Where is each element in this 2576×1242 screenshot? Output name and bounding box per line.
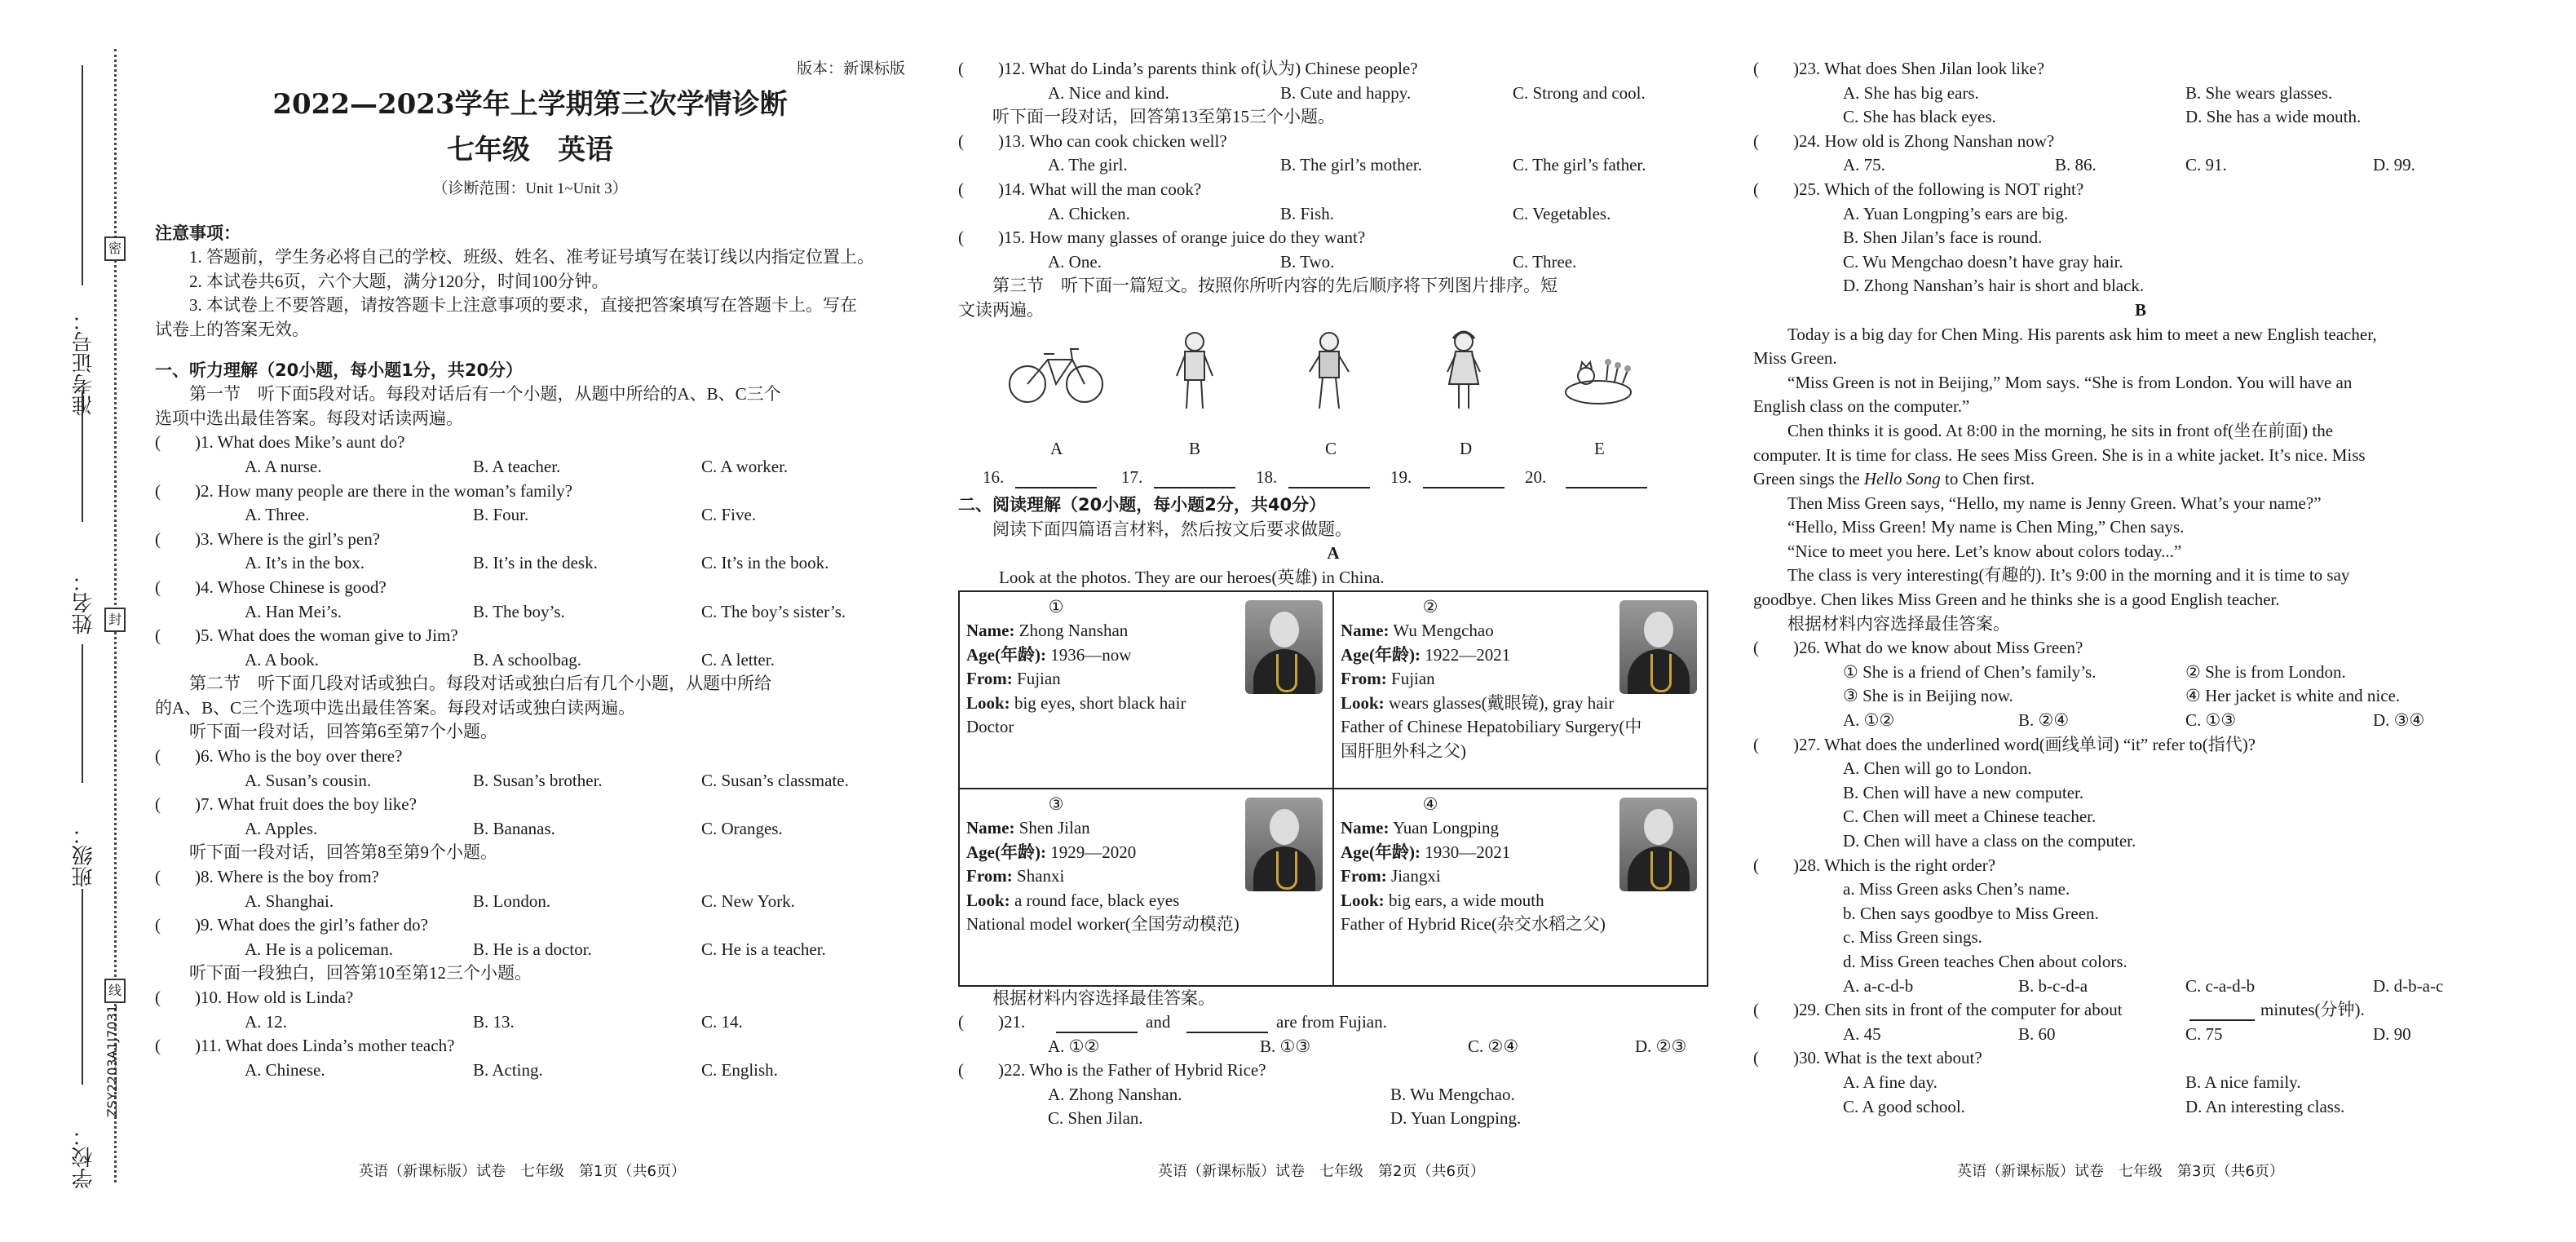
boy-picture [1146,327,1244,417]
question-stem: ( )28. Which is the right order? [1753,855,1996,875]
question [1753,130,2528,154]
option-b[interactable]: B. b-c-d-a [2018,975,2088,996]
question [958,130,1708,154]
passage-intro: Look at the photos. They are our heroes(英雄) in China. [999,567,1385,587]
option-b[interactable]: B. Cute and happy. [1280,82,1412,103]
exam-title: 2022—2023学年上学期第三次学情诊断 [272,87,788,121]
question [958,1059,1708,1083]
option-b[interactable]: B. The boy’s. [473,601,565,621]
question-stem: ( )8. Where is the boy from? [155,867,379,887]
binding-margin [0,0,139,1242]
question-options [155,1059,905,1083]
hero-number: ② [1422,596,1438,617]
picture-label: A [1050,438,1063,458]
option-a[interactable]: A. a-c-d-b [1843,975,1914,996]
question-stem-mid: and [1146,1012,1171,1032]
question [155,793,905,817]
heroes-table [958,590,1708,987]
option-a[interactable]: A. The girl. [1048,155,1128,175]
class-field[interactable] [82,889,83,1085]
question-stem: ( )10. How old is Linda? [155,988,354,1007]
seal-mark: 密 [104,236,126,261]
hero-look: wears glasses(戴眼镜), gray hair [1388,692,1615,713]
question-stem: ( )6. Who is the boy over there? [155,746,403,767]
notice-item: 2. 本试卷共6页，六个大题，满分120分，时间100分钟。 [189,271,609,291]
question-options [958,1083,1708,1107]
question [155,745,905,769]
option-a[interactable]: A. He is a policeman. [245,939,393,959]
passage-line: “Nice to meet you here. Let’s know about colors today...” [1787,541,2182,561]
option-c[interactable]: C. c-a-d-b [2185,975,2256,996]
question-stem-end: minutes(分钟). [2260,1000,2365,1020]
exam-subtitle: 七年级 英语 [447,133,613,166]
question-stem: ( )27. What does the underlined word(画线单词) “it” refer to(指代)? [1753,734,2256,754]
page-1 [155,57,905,1082]
instruction: 根据材料内容选择最佳答案。 [1787,613,2010,634]
question-options [155,890,905,914]
hero-photo [1619,798,1697,891]
hero-title: Father of Chinese Hepatobiliary Surgery(中 [1341,717,1642,737]
option-b[interactable]: B. 13. [473,1011,515,1032]
question [155,431,905,455]
answer-blank[interactable] [2189,1001,2255,1021]
statement-row [1753,661,2528,685]
hero-name: Shen Jilan [1018,818,1090,838]
option-c[interactable]: C. The boy’s sister’s. [701,601,846,621]
option-a[interactable]: A. Nice and kind. [1048,82,1169,103]
answer-blank-16[interactable] [1015,467,1097,488]
option-d[interactable]: D. Yuan Longping. [1390,1108,1522,1129]
question-stem: ( )24. How old is Zhong Nanshan now? [1753,130,2055,151]
question-options [155,938,905,962]
notice-item: 1. 答题前，学生务必将自己的学校、班级、姓名、准考证号填写在装订线以内指定位置上。 [189,247,874,267]
question-stem: ( )5. What does the woman give to Jim? [155,625,458,646]
option-c[interactable]: C. Five. [701,505,757,525]
question-options [958,1107,1708,1131]
hero-card: ① Name: Zhong Nanshan Age(年龄): 1936—now From: Fujian Look: big eyes, short black hair Doctor [959,591,1333,789]
notice-item: 试卷上的答案无效。 [155,319,309,339]
question [1753,178,2528,202]
passage-line: “Hello, Miss Green! My name is Chen Ming,” Chen says. [1787,517,2185,537]
hero-name: Zhong Nanshan [1018,621,1129,641]
question [958,226,1708,250]
page-footer: 英语（新课标版）试卷 七年级 第2页（共6页） [1158,1163,1485,1180]
question-options [155,769,905,793]
question [1753,733,2528,758]
option-b[interactable]: B. Two. [1280,251,1335,272]
hero-number: ① [1048,596,1064,617]
blank-number: 19. [1390,467,1412,488]
version-tag: 版本：新课标版 [796,60,905,77]
instruction: 听下面一段对话，回答第6至第7个小题。 [189,722,497,742]
instruction: 阅读下面四篇语言材料，然后按文后要求做题。 [992,519,1352,539]
hero-title: National model worker(全国劳动模范) [966,914,1239,935]
option-c[interactable]: C. The girl’s father. [1513,155,1646,175]
question [1753,636,2528,661]
school-label: 学校： [72,1125,96,1189]
option-a[interactable]: A. A book. [245,649,320,670]
hero-from: Fujian [1017,669,1061,689]
cat-and-flowers-picture [1549,331,1647,421]
option-a[interactable]: A. Yuan Longping’s ears are big. [1843,203,2069,223]
seal-mark-2: 封 [104,608,126,632]
hero-name: Yuan Longping [1392,818,1500,838]
option-b[interactable]: B. It’s in the desk. [473,553,598,573]
option-c[interactable]: C. Oranges. [701,818,783,838]
question-options [1753,975,2528,999]
option-c[interactable]: C. Chen will meet a Chinese teacher. [1843,807,2097,827]
question-options [1753,153,2528,178]
exam-id-label: 准考证号： [72,310,96,416]
option-c[interactable]: C. He is a teacher. [701,939,826,959]
passage-line: The class is very interesting(有趣的). It’s 9:00 in the morning and it is time to say [1787,565,2350,586]
option-d[interactable]: D. 90 [2373,1023,2411,1044]
picture-row [958,323,1708,437]
page-footer: 英语（新课标版）试卷 七年级 第3页（共6页） [1957,1163,2284,1180]
question-options [1753,1095,2528,1120]
question-stem: ( )2. How many people are there in the woman’s family? [155,480,573,501]
passage-line: Chen thinks it is good. At 8:00 in the morning, he sits in front of(坐在前面) the [1787,420,2334,440]
exam-id-field[interactable] [82,65,83,285]
question-options [1753,1071,2528,1095]
question-options [155,503,905,528]
hero-name: Wu Mengchao [1393,621,1494,641]
option-a[interactable]: A. It’s in the box. [245,553,365,573]
question-stem: ( )1. What does Mike’s aunt do? [155,432,405,453]
question-options [1753,82,2528,106]
paper-code: ZSY2203A1J7031 [104,1005,120,1118]
passage-line: goodbye. Chen likes Miss Green and he thinks she is a good English teacher. [1753,590,2280,610]
question [1753,998,2528,1023]
option-c[interactable]: C. Wu Mengchao doesn’t have gray hair. [1843,251,2123,272]
hero-title-cont: 国肝胆外科之父) [1341,741,1466,762]
option-b[interactable]: B. Susan’s brother. [473,770,603,790]
option-a[interactable]: A. Apples. [245,818,318,838]
answer-blank-19[interactable] [1423,467,1505,488]
option-c[interactable]: C. Shen Jilan. [1048,1108,1143,1129]
instruction: 选项中选出最佳答案。每段对话读两遍。 [155,408,463,428]
option-a[interactable]: A. Chen will go to London. [1843,758,2032,779]
option-b[interactable]: B. 86. [2055,155,2097,175]
order-statement: b. Chen says goodbye to Miss Green. [1843,903,2099,923]
page-footer: 英语（新课标版）试卷 七年级 第1页（共6页） [359,1163,686,1180]
option-c[interactable]: C. New York. [701,891,795,911]
question-stem: ( )7. What fruit does the boy like? [155,794,417,815]
question-options [1753,1023,2528,1047]
hero-card: ④ Name: Yuan Longping Age(年龄): 1930—2021 From: Jiangxi Look: big ears, a wide mouth Father of Hybrid Rice(杂交水稻之父) [1333,789,1708,986]
passage-line: Green sings the Hello Song to Chen first. [1753,469,2035,489]
hero-look: big ears, a wide mouth [1388,890,1544,910]
option-c[interactable]: C. A worker. [701,456,789,476]
option-b[interactable]: B. He is a doctor. [473,939,592,959]
answer-blank-17[interactable] [1154,467,1235,488]
exam-scope: （诊断范围：Unit 1~Unit 3） [432,179,628,197]
hero-age: 1936—now [1050,644,1132,665]
option-a[interactable]: A. Han Mei’s. [245,601,342,621]
notice-heading: 注意事项： [155,223,241,243]
question-stem: ( )9. What does the girl’s father do? [155,915,428,935]
question-options [155,648,905,673]
option-a[interactable]: A. Chinese. [245,1059,325,1080]
boy-with-ball-picture [1280,327,1378,417]
question [155,986,905,1010]
option-b[interactable]: B. Bananas. [473,818,555,838]
option-c[interactable]: C. 75 [2185,1023,2223,1044]
question-stem: ( )13. Who can cook chicken well? [958,130,1227,151]
question [1753,1046,2528,1071]
question-stem: ( )26. What do we know about Miss Green? [1753,638,2083,658]
bicycle-picture [1007,331,1105,421]
option-b[interactable]: B. ②④ [2018,710,2070,731]
option-a[interactable]: A. She has big ears. [1843,82,1979,103]
option-d[interactable]: D. d-b-a-c [2373,975,2444,996]
picture-label: E [1594,438,1605,458]
question-stem: ( )4. Whose Chinese is good? [155,577,387,597]
question [1753,57,2528,82]
hero-look: big eyes, short black hair [1014,692,1186,713]
statement-row [1753,684,2528,709]
question-stem-end: are from Fujian. [1276,1012,1387,1032]
picture-labels [958,437,1708,462]
hero-title: Doctor [966,717,1014,737]
answer-blank[interactable] [1056,1014,1138,1033]
option-b[interactable]: B. Chen will have a new computer. [1843,782,2084,802]
question [155,528,905,552]
instruction: 听下面一段对话，回答第13至第15三个小题。 [992,107,1335,127]
option-b[interactable]: B. ①③ [1260,1036,1311,1056]
question-stem: ( )3. Where is the girl’s pen? [155,528,381,549]
question [155,480,905,504]
page-2 [958,57,1708,1131]
option-b[interactable]: B. A schoolbag. [473,649,582,670]
option-c[interactable]: C. She has black eyes. [1843,107,1996,127]
question-stem: ( )14. What will the man cook? [958,179,1202,199]
hero-from: Jiangxi [1391,866,1441,886]
picture-label: B [1189,438,1201,458]
passage-line: Miss Green. [1753,348,1837,369]
option-c[interactable]: C. It’s in the book. [701,553,829,573]
instruction: 听下面一段独白，回答第10至第12三个小题。 [189,963,532,983]
question-stem: ( )30. What is the text about? [1753,1048,1982,1068]
passage-line: Then Miss Green says, “Hello, my name is Jenny Green. What’s your name?” [1787,493,2322,513]
question-options [958,202,1708,227]
girl-picture [1415,327,1513,417]
question-options [1753,105,2528,130]
passage-label: A [1327,543,1340,564]
question [958,57,1708,82]
instruction: 的A、B、C三个选项中选出最佳答案。每段对话或独白读两遍。 [155,697,636,718]
passage-line: “Miss Green is not in Beijing,” Mom says. “She is from London. You will have an [1787,372,2353,392]
option-a[interactable]: A. A nurse. [245,456,322,476]
passage-label: B [2134,299,2146,320]
question [155,624,905,648]
question-stem: ( )11. What does Linda’s mother teach? [155,1036,455,1056]
hero-photo [1245,798,1323,891]
option-c[interactable]: C. 14. [701,1011,743,1032]
hero-card: ③ Name: Shen Jilan Age(年龄): 1929—2020 From: Shanxi Look: a round face, black eyes National model worker(全国劳动模范) [959,789,1333,986]
option-d[interactable]: D. Chen will have a class on the computer. [1843,831,2136,851]
option-a[interactable]: A. Shanghai. [245,891,334,911]
option-c[interactable]: C. ②④ [1468,1036,1519,1056]
question-options [155,455,905,480]
option-b[interactable]: B. 60 [2018,1023,2056,1044]
hero-photo [1245,600,1323,694]
option-a[interactable]: A. Susan’s cousin. [245,770,372,790]
question [155,913,905,938]
hero-number: ③ [1048,793,1064,814]
instruction: 听下面一段对话，回答第8至第9个小题。 [189,842,497,863]
blank-number: 16. [983,467,1005,488]
option-c[interactable]: C. A letter. [701,649,775,670]
instruction: 第二节 听下面几段对话或独白。每段对话或独白后有几个小题，从题中所给 [189,674,771,694]
hero-look: a round face, black eyes [1014,890,1180,910]
order-statement: d. Miss Green teaches Chen about colors. [1843,951,2128,971]
song-title: Hello Song [1863,469,1941,489]
question-stem: ( )12. What do Linda’s parents think of(认为) Chinese people? [958,59,1418,78]
passage-line: English class on the computer.” [1753,396,1970,417]
option-b[interactable]: B. Shen Jilan’s face is round. [1843,228,2043,248]
option-c[interactable]: C. English. [701,1059,778,1080]
question [958,1010,1708,1035]
hero-age: 1929—2020 [1050,842,1137,862]
option-c[interactable]: C. Three. [1513,251,1577,272]
option-d[interactable]: D. She has a wide mouth. [2185,107,2362,127]
option-c[interactable]: C. Susan’s classmate. [701,770,849,790]
option-a[interactable]: A. 12. [245,1011,287,1032]
class-label: 班级： [72,824,96,887]
hero-card: ② Name: Wu Mengchao Age(年龄): 1922—2021 From: Fujian Look: wears glasses(戴眼镜), gray hair Father of Chinese Hepatobiliary Surgery(中 国肝胆外科之父) [1333,591,1708,789]
page-3 [1753,57,2528,1119]
option-b[interactable]: B. A nice family. [2185,1072,2301,1092]
question-stem: ( )15. How many glasses of orange juice do they want? [958,228,1366,248]
option-d[interactable]: D. ②③ [1635,1036,1687,1056]
option-d[interactable]: D. ③④ [2373,710,2425,731]
statement: ④ Her jacket is white and nice. [2185,686,2401,706]
question-options [1753,709,2528,733]
question-options [155,817,905,842]
question-options [958,153,1708,178]
question-stem: ( )23. What does Shen Jilan look like? [1753,59,2045,78]
question-stem: ( )21. [958,1012,1026,1032]
exam-id-field-2[interactable] [82,391,83,522]
option-c[interactable]: C. ①③ [2185,710,2237,731]
blank-number: 20. [1525,467,1547,488]
answer-blank-18[interactable] [1288,467,1370,488]
question-stem: ( )22. Who is the Father of Hybrid Rice? [958,1060,1266,1081]
order-statement: c. Miss Green sings. [1843,927,1982,948]
option-c[interactable]: C. 91. [2185,155,2227,175]
question-stem: ( )29. Chen sits in front of the computer for about [1753,1000,2123,1020]
option-a[interactable]: A. ①② [1843,710,1895,731]
notice-item: 3. 本试卷上不要答题，请按答题卡上注意事项的要求，直接把答案填写在答题卡上。写在 [189,295,857,316]
statement: ③ She is in Beijing now. [1843,686,2013,706]
option-a[interactable]: A. One. [1048,251,1102,272]
question [155,576,905,600]
option-c[interactable]: C. Vegetables. [1513,203,1611,223]
question [155,865,905,890]
hero-number: ④ [1422,793,1438,814]
instruction: 根据材料内容选择最佳答案。 [992,988,1215,1008]
option-b[interactable]: B. Four. [473,505,529,525]
question-options [958,250,1708,275]
section-heading: 二、阅读理解（20小题，每小题2分，共40分） [958,495,1327,515]
hero-from: Fujian [1391,669,1435,689]
statement: ① She is a friend of Chen’s family’s. [1843,661,2097,682]
option-b[interactable]: B. Fish. [1280,203,1334,223]
option-c[interactable]: C. Strong and cool. [1513,82,1646,103]
hero-photo [1619,600,1697,694]
question-options [958,82,1708,106]
picture-label: D [1460,438,1473,458]
option-a[interactable]: A. Three. [245,505,310,525]
answer-blank[interactable] [1186,1014,1268,1033]
hero-age: 1930—2021 [1425,842,1511,862]
passage-line: computer. It is time for class. He sees Miss Green. She is in a white jacket. It’s nice. Miss [1753,444,2366,465]
option-a[interactable]: A. ①② [1048,1036,1100,1056]
instruction: 第三节 听下面一篇短文。按照你所听内容的先后顺序将下列图片排序。短 [992,276,1558,296]
option-a[interactable]: A. 75. [1843,155,1885,175]
question [1753,854,2528,878]
option-b[interactable]: B. London. [473,891,551,911]
option-b[interactable]: B. Wu Mengchao. [1390,1084,1515,1104]
option-b[interactable]: B. The girl’s mother. [1280,155,1423,175]
name-label: 姓名： [72,571,96,634]
blank-number: 18. [1256,467,1278,488]
answer-blanks [958,461,1708,493]
order-statement: a. Miss Green asks Chen’s name. [1843,879,2070,899]
question-options [155,551,905,576]
statement: ② She is from London. [2185,661,2346,682]
option-d[interactable]: D. An interesting class. [2185,1096,2345,1116]
option-a[interactable]: A. Chicken. [1048,203,1130,223]
hero-title: Father of Hybrid Rice(杂交水稻之父) [1341,914,1606,935]
question-options [155,600,905,625]
answer-blank-20[interactable] [1566,467,1647,488]
option-a[interactable]: A. 45 [1843,1023,1881,1044]
name-field[interactable] [82,644,83,783]
hero-age: 1922—2021 [1425,644,1511,665]
passage-line: Today is a big day for Chen Ming. His parents ask him to meet a new English teacher, [1787,324,2377,344]
instruction: 文读两遍。 [958,299,1044,320]
option-b[interactable]: B. A teacher. [473,456,561,476]
line-mark: 线 [104,979,126,1003]
hero-from: Shanxi [1017,866,1065,886]
question-options [958,1035,1708,1059]
option-b[interactable]: B. She wears glasses. [2185,82,2333,103]
blank-number: 17. [1121,467,1143,488]
question [958,178,1708,202]
section-heading: 一、听力理解（20小题，每小题1分，共20分） [155,360,524,380]
option-d[interactable]: D. 99. [2373,155,2415,175]
question-stem: ( )25. Which of the following is NOT right? [1753,179,2084,199]
question [155,1034,905,1059]
option-a[interactable]: A. Zhong Nanshan. [1048,1084,1182,1104]
option-b[interactable]: B. Acting. [473,1059,543,1080]
instruction: 第一节 听下面5段对话。每段对话后有一个小题，从题中所给的A、B、C三个 [189,384,781,404]
option-d[interactable]: D. Zhong Nanshan’s hair is short and black. [1843,276,2145,296]
option-a[interactable]: A. A fine day. [1843,1072,1938,1092]
picture-label: C [1325,438,1337,458]
question-options [155,1010,905,1035]
option-c[interactable]: C. A good school. [1843,1096,1965,1116]
